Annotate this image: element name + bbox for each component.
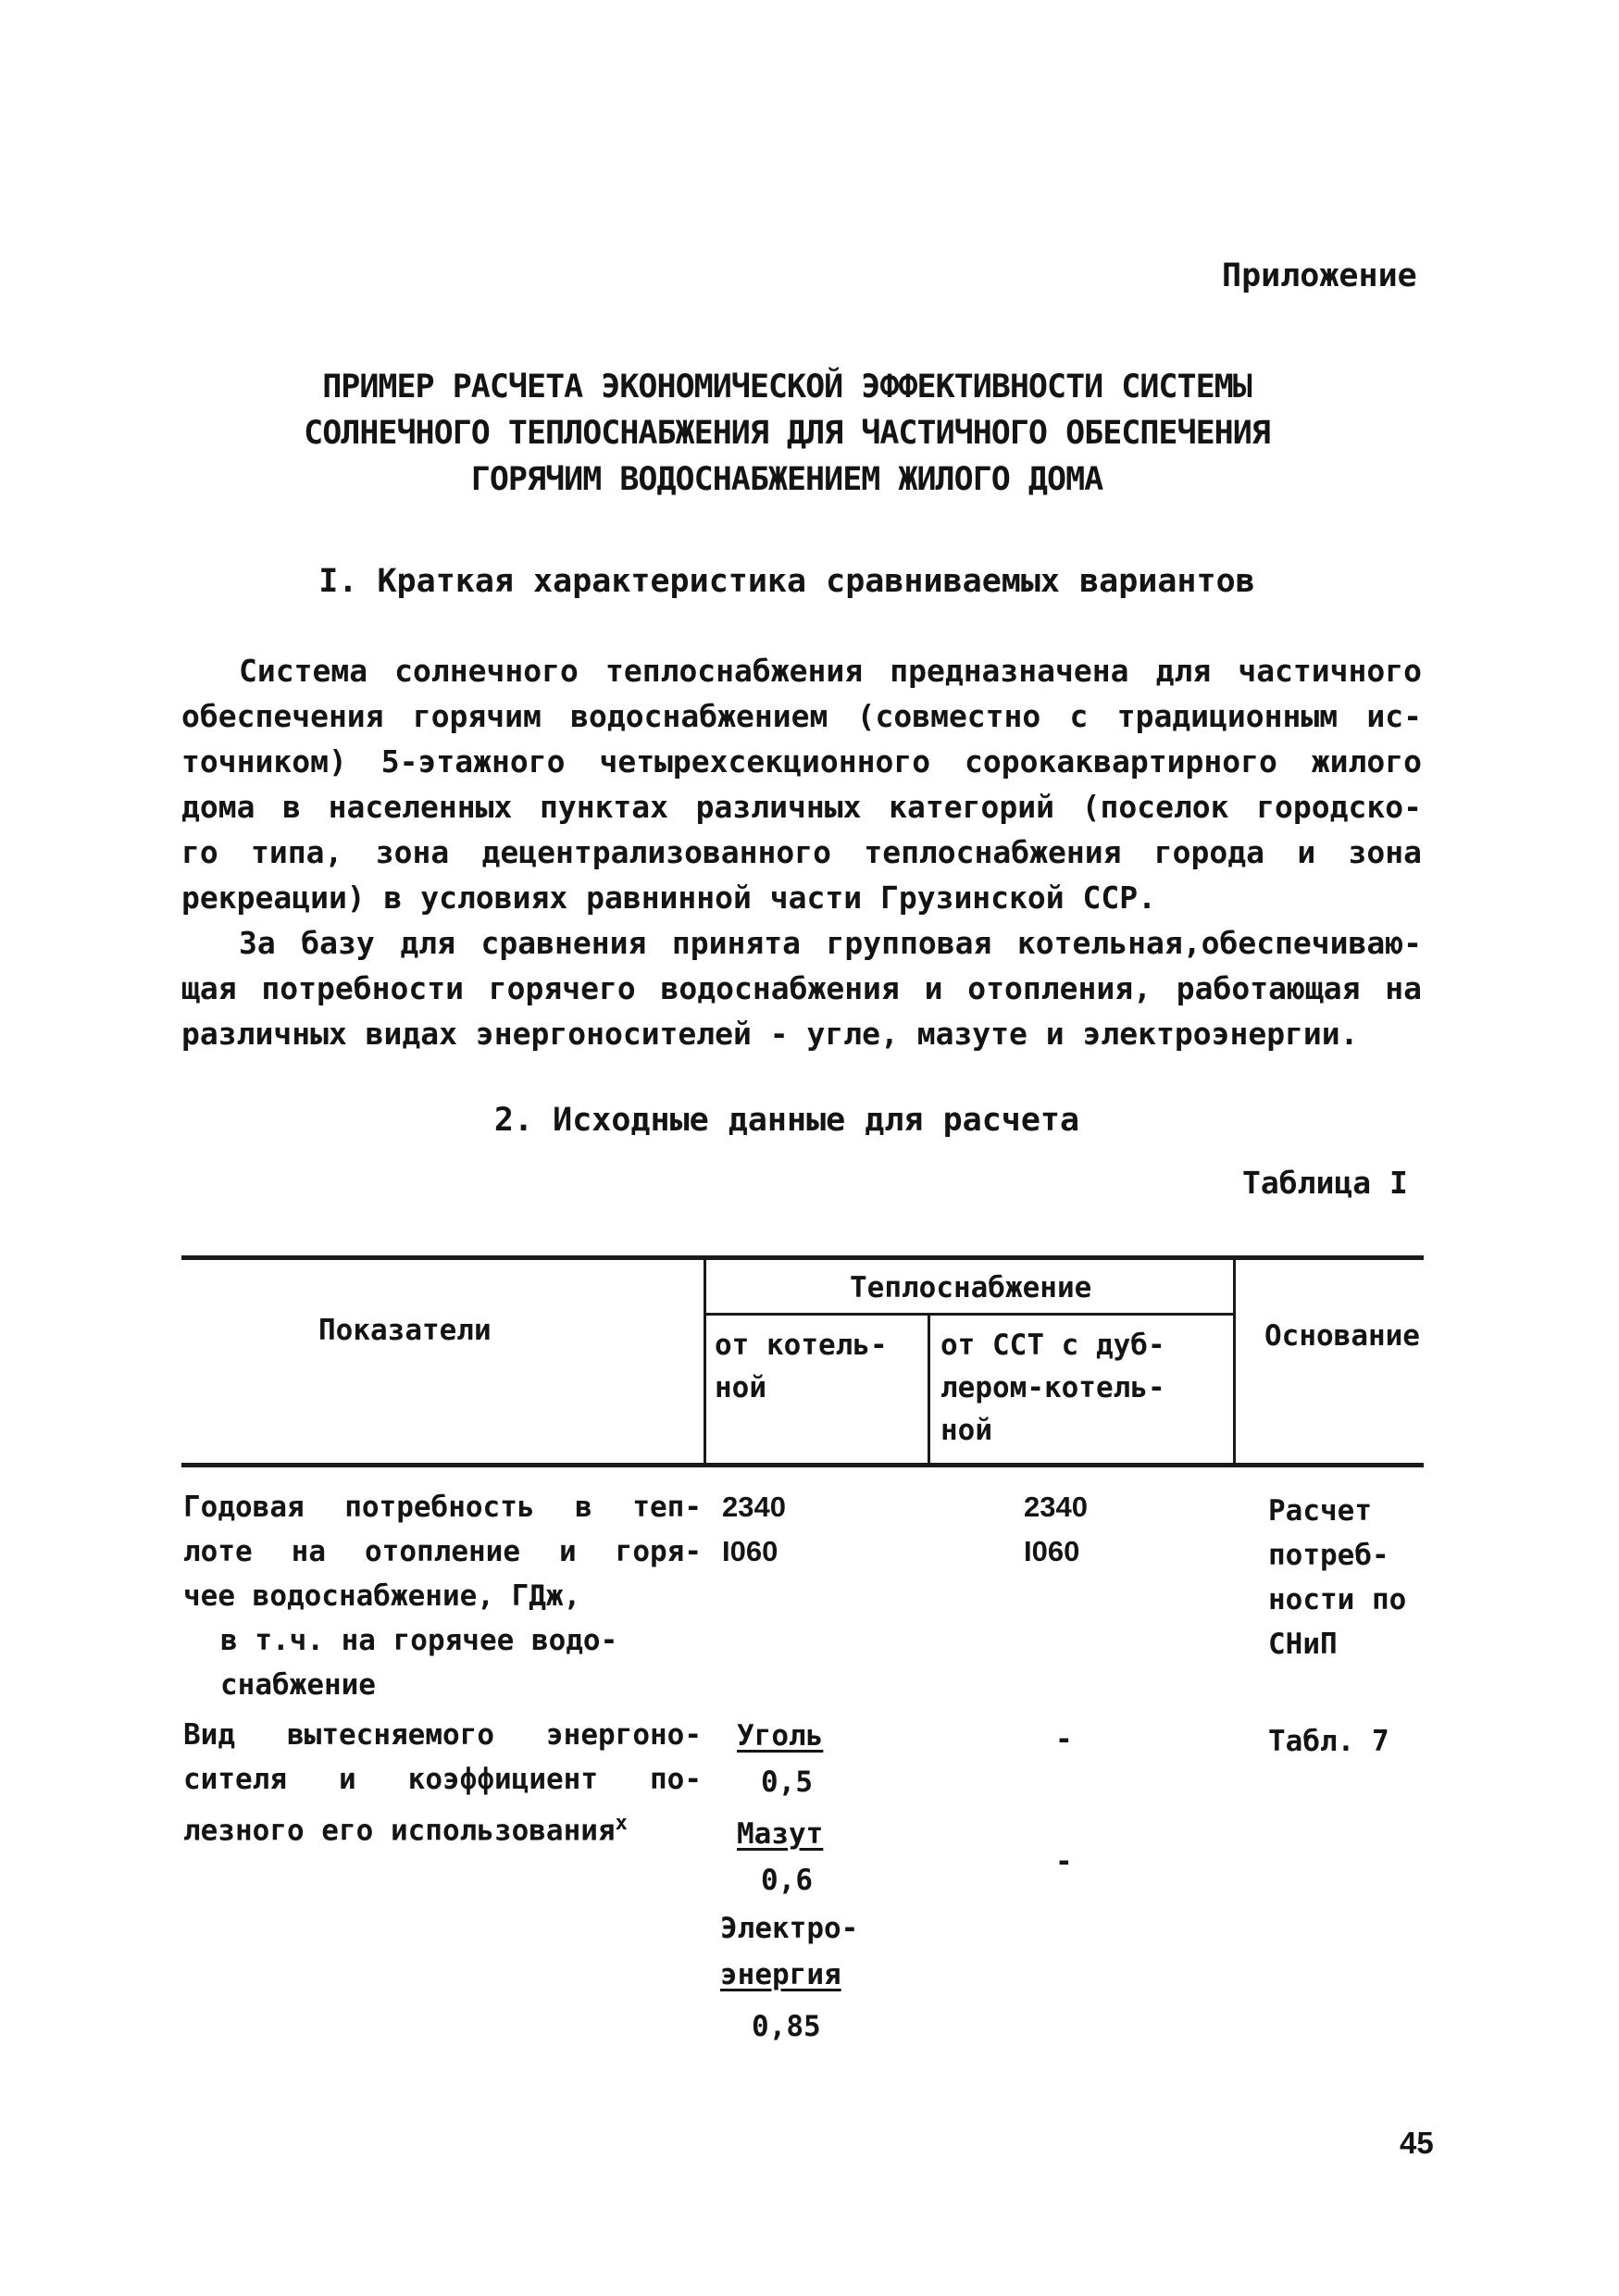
row1-basis-line: ности по bbox=[1268, 1583, 1407, 1616]
fuel-oil-label: Мазут bbox=[737, 1817, 824, 1851]
row1-indicator-line: чее водоснабжение, ГДж, bbox=[183, 1579, 581, 1613]
footnote-mark: x bbox=[615, 1812, 628, 1835]
row1-basis-line: Расчет bbox=[1268, 1494, 1372, 1528]
header-from-sst-line: ной bbox=[940, 1414, 992, 1447]
electricity-label-2: энергия bbox=[720, 1958, 841, 1991]
document-title-line-1: ПРИМЕР РАСЧЕТА ЭКОНОМИЧЕСКОЙ ЭФФЕКТИВНОСТИ СИСТЕМЫ bbox=[322, 368, 1252, 406]
row1-indicator-sub-line: снабжение bbox=[220, 1668, 376, 1702]
row1-indicator bbox=[183, 1485, 702, 1707]
document-title-line-3: ГОРЯЧИМ ВОДОСНАБЖЕНИЕМ ЖИЛОГО ДОМА bbox=[470, 461, 1103, 498]
coal-value: 0,5 bbox=[761, 1766, 813, 1799]
header-from-sst bbox=[940, 1324, 1165, 1452]
row1-indicator-line: Годовая потребность в теп- bbox=[183, 1491, 702, 1524]
row1-boiler-value: I060 bbox=[722, 1535, 778, 1567]
coal-label: Уголь bbox=[737, 1719, 824, 1753]
row2-indicator-text: лезного его использования bbox=[183, 1814, 616, 1848]
header-from-boiler-line: от котель- bbox=[715, 1329, 888, 1362]
header-from-sst-line: от ССТ с дуб- bbox=[940, 1329, 1165, 1362]
table-label: Таблица I bbox=[1242, 1165, 1408, 1201]
paragraph-line: го типа, зона децентрализованного теплоснабжения города и зона bbox=[181, 834, 1422, 870]
table-top-rule bbox=[181, 1255, 1424, 1260]
row1-basis-line: потреб- bbox=[1268, 1539, 1389, 1572]
paragraph-line: обеспечения горячим водоснабжением (совместно с традиционным ис- bbox=[181, 698, 1422, 734]
row2-indicator-line bbox=[183, 1802, 702, 1853]
row2-indicator bbox=[183, 1713, 702, 1853]
header-from-boiler-line: ной bbox=[715, 1371, 766, 1404]
section-1-paragraph-1 bbox=[181, 648, 1422, 920]
header-heat-supply: Теплоснабжение bbox=[850, 1271, 1092, 1304]
table-heat-supply-rule bbox=[704, 1313, 1235, 1316]
row1-basis bbox=[1268, 1489, 1406, 1666]
table-divider-indicators bbox=[704, 1257, 706, 1466]
row1-sst bbox=[1024, 1485, 1088, 1574]
row1-boiler bbox=[722, 1485, 786, 1574]
paragraph-line: различных видах энергоносителей - угле, мазуте и электроэнергии. bbox=[181, 1016, 1359, 1052]
paragraph-line: щая потребности горячего водоснабжения и отопления, работающая на bbox=[181, 970, 1422, 1006]
header-from-sst-line: лером-котель- bbox=[940, 1371, 1165, 1404]
section-1-paragraph-2 bbox=[181, 920, 1422, 1056]
paragraph-line: Система солнечного теплоснабжения предназначена для частичного bbox=[239, 653, 1422, 689]
row2-sst-coal: - bbox=[1055, 1723, 1073, 1756]
row1-basis-line: СНиП bbox=[1268, 1628, 1338, 1661]
header-indicators: Показатели bbox=[318, 1314, 492, 1347]
appendix-label: Приложение bbox=[1222, 257, 1417, 294]
electricity-value: 0,85 bbox=[752, 2010, 821, 2043]
row1-sst-value: I060 bbox=[1024, 1535, 1080, 1567]
header-from-boiler bbox=[715, 1324, 888, 1409]
document-title-line-2: СОЛНЕЧНОГО ТЕПЛОСНАБЖЕНИЯ ДЛЯ ЧАСТИЧНОГО ОБЕСПЕЧЕНИЯ bbox=[304, 415, 1270, 452]
table-divider-basis bbox=[1233, 1257, 1236, 1466]
paragraph-line: рекреации) в условиях равнинной части Грузинской ССР. bbox=[181, 880, 1156, 916]
paragraph-line: точником) 5-этажного четырехсекционного сорокаквартирного жилого bbox=[181, 743, 1422, 780]
row2-basis: Табл. 7 bbox=[1268, 1725, 1389, 1758]
electricity-label-1: Электро- bbox=[720, 1912, 859, 1945]
row1-indicator-line: лоте на отопление и горя- bbox=[183, 1535, 702, 1568]
table-divider-sst bbox=[928, 1313, 930, 1466]
section-1-heading: I. Краткая характеристика сравниваемых вариантов bbox=[318, 563, 1255, 600]
header-basis: Основание bbox=[1264, 1319, 1420, 1353]
row1-sst-value: 2340 bbox=[1024, 1491, 1088, 1523]
row1-boiler-value: 2340 bbox=[722, 1491, 786, 1523]
page-number: 45 bbox=[1400, 2126, 1434, 2160]
section-2-heading: 2. Исходные данные для расчета bbox=[493, 1102, 1080, 1139]
paragraph-line: дома в населенных пунктах различных категорий (поселок городско- bbox=[181, 789, 1422, 825]
row1-indicator-sub-line: в т.ч. на горячее водо- bbox=[220, 1624, 618, 1657]
table-header-bottom-rule bbox=[181, 1463, 1424, 1467]
fuel-oil-value: 0,6 bbox=[761, 1864, 813, 1897]
row2-indicator-line: Вид вытесняемого энергоно- bbox=[183, 1718, 702, 1752]
paragraph-line: За базу для сравнения принята групповая котельная,обеспечиваю- bbox=[239, 925, 1422, 961]
row2-indicator-line: сителя и коэффициент по- bbox=[183, 1763, 702, 1796]
row2-sst-oil: - bbox=[1055, 1845, 1073, 1878]
